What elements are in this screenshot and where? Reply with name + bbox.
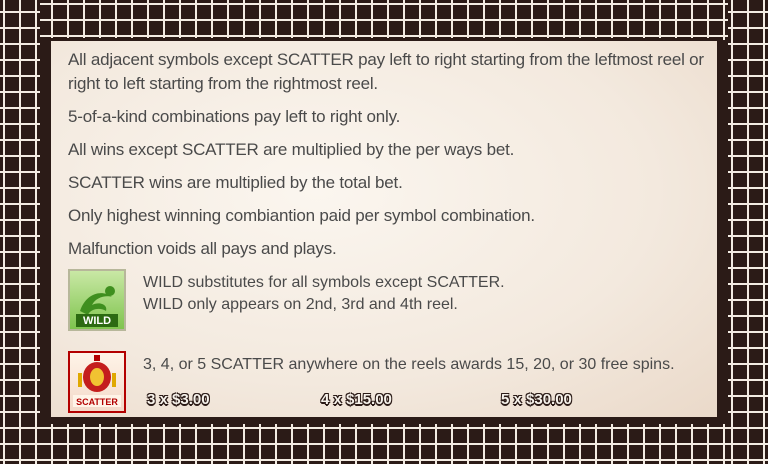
rule-text: All wins except SCATTER are multiplied by the per ways bet. [68, 140, 515, 159]
frame-bottom-border [0, 424, 768, 464]
rule-text: Only highest winning combiantion paid per symbol combination. [68, 206, 535, 225]
wild-line: WILD substitutes for all symbols except SCATTER. [143, 274, 505, 291]
rule-text: SCATTER wins are multiplied by the total bet. [68, 173, 403, 192]
paytable-panel [48, 38, 720, 420]
wild-symbol-icon [68, 269, 126, 331]
wild-symbol-label: WILD [82, 315, 112, 327]
dragon-icon [70, 271, 124, 329]
scatter-description: 3, 4, or 5 SCATTER anywhere on the reels awards 15, 20, or 30 free spins. [143, 356, 675, 373]
scatter-symbol-info [68, 351, 718, 415]
rule-text: 5-of-a-kind combinations pay left to right only. [68, 107, 401, 126]
rules-list [68, 45, 718, 270]
rule-text: All adjacent symbols except SCATTER pay left to right starting from the leftmost reel or right to left starting from the rightmost reel. [68, 50, 704, 93]
frame-right-border [728, 0, 768, 464]
frame-top-border [0, 0, 768, 40]
scatter-pay-5: 5 x $30.00 [501, 391, 572, 408]
wild-symbol-info [68, 269, 708, 333]
rule-text: Malfunction voids all pays and plays. [68, 239, 337, 258]
wild-line: WILD only appears on 2nd, 3rd and 4th reel. [143, 296, 458, 313]
scatter-pay-3: 3 x $3.00 [147, 391, 210, 408]
scatter-symbol-label: SCATTER [76, 397, 118, 407]
frame-left-border [0, 0, 40, 464]
scatter-symbol-icon [68, 351, 126, 413]
scatter-pay-4: 4 x $15.00 [321, 391, 392, 408]
lantern-icon [70, 353, 124, 411]
